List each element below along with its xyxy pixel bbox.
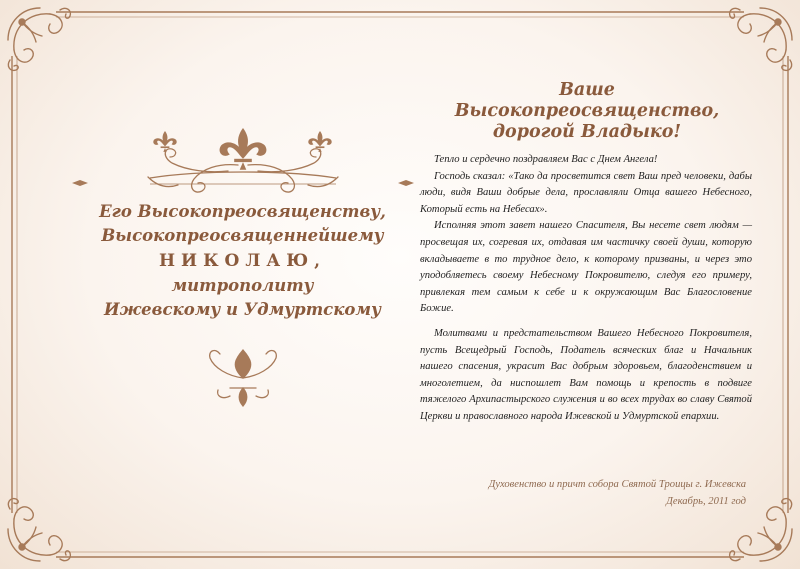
- bottom-vignette: [210, 350, 277, 406]
- addressee-name: НИКОЛАЮ,: [158, 251, 327, 271]
- addressee-line-2: Высокопреосвященнейшему: [101, 226, 384, 245]
- signature-senders: Духовенство и причт собора Святой Троицы г. Ижевска: [488, 479, 746, 490]
- letter-paragraph: Молитвами и предстательством Вашего Небесного Покровителя, пусть Всещедрый Господь, Податель всяческих благ и Начальник нашего спасения, украсит Вас добрым здоровьем, благоденствием и многолетием, да ниспошлет Вам помощь и крепость в подвиге тяжелого Архипастырского служения и во всех трудах во славу Святой Церкви и православного народа Ижевской и Удмуртской епархии.: [420, 327, 752, 422]
- corner-ornament-bottom-left: [8, 499, 70, 561]
- letter-paragraph: Исполняя этот завет нашего Спасителя, Вы несете свет людям — просвещая их, согревая их, отдавая им частичку своей души, которую вкладываете в то трудное дело, к которому призваны, и через это уподобляетесь своему Небесному Покровителю, следуя его примеру, привлекая тем самым к себе и к окружающим Вас Благословение Божие.: [420, 220, 752, 315]
- addressee-heading: [80, 200, 405, 322]
- letter-paragraph: Господь сказал: «Тако да просветится свет Ваш пред человеки, дабы люди, видя Ваши добрые дела, прославляли Отца вашего Небесного, Который есть на Небесах».: [420, 170, 752, 215]
- greeting-heading: [438, 80, 736, 143]
- signature: [440, 476, 746, 510]
- corner-ornament-top-left: [8, 8, 70, 70]
- corner-ornament-top-right: [730, 8, 792, 70]
- letter-paragraph: Тепло и сердечно поздравляем Вас с Днем Ангела!: [434, 154, 658, 165]
- greeting-line-2: дорогой Владыко!: [492, 122, 682, 142]
- signature-date: Декабрь, 2011 год: [666, 496, 746, 507]
- addressee-line-1: Его Высокопреосвященству,: [99, 202, 386, 221]
- addressee-line-4: митрополиту: [171, 276, 314, 295]
- greeting-line-1: Ваше Высокопреосвященство,: [454, 80, 720, 121]
- top-vignette: [72, 128, 414, 192]
- letter-body: [420, 152, 752, 426]
- addressee-line-5: Ижевскому и Удмуртскому: [104, 300, 381, 319]
